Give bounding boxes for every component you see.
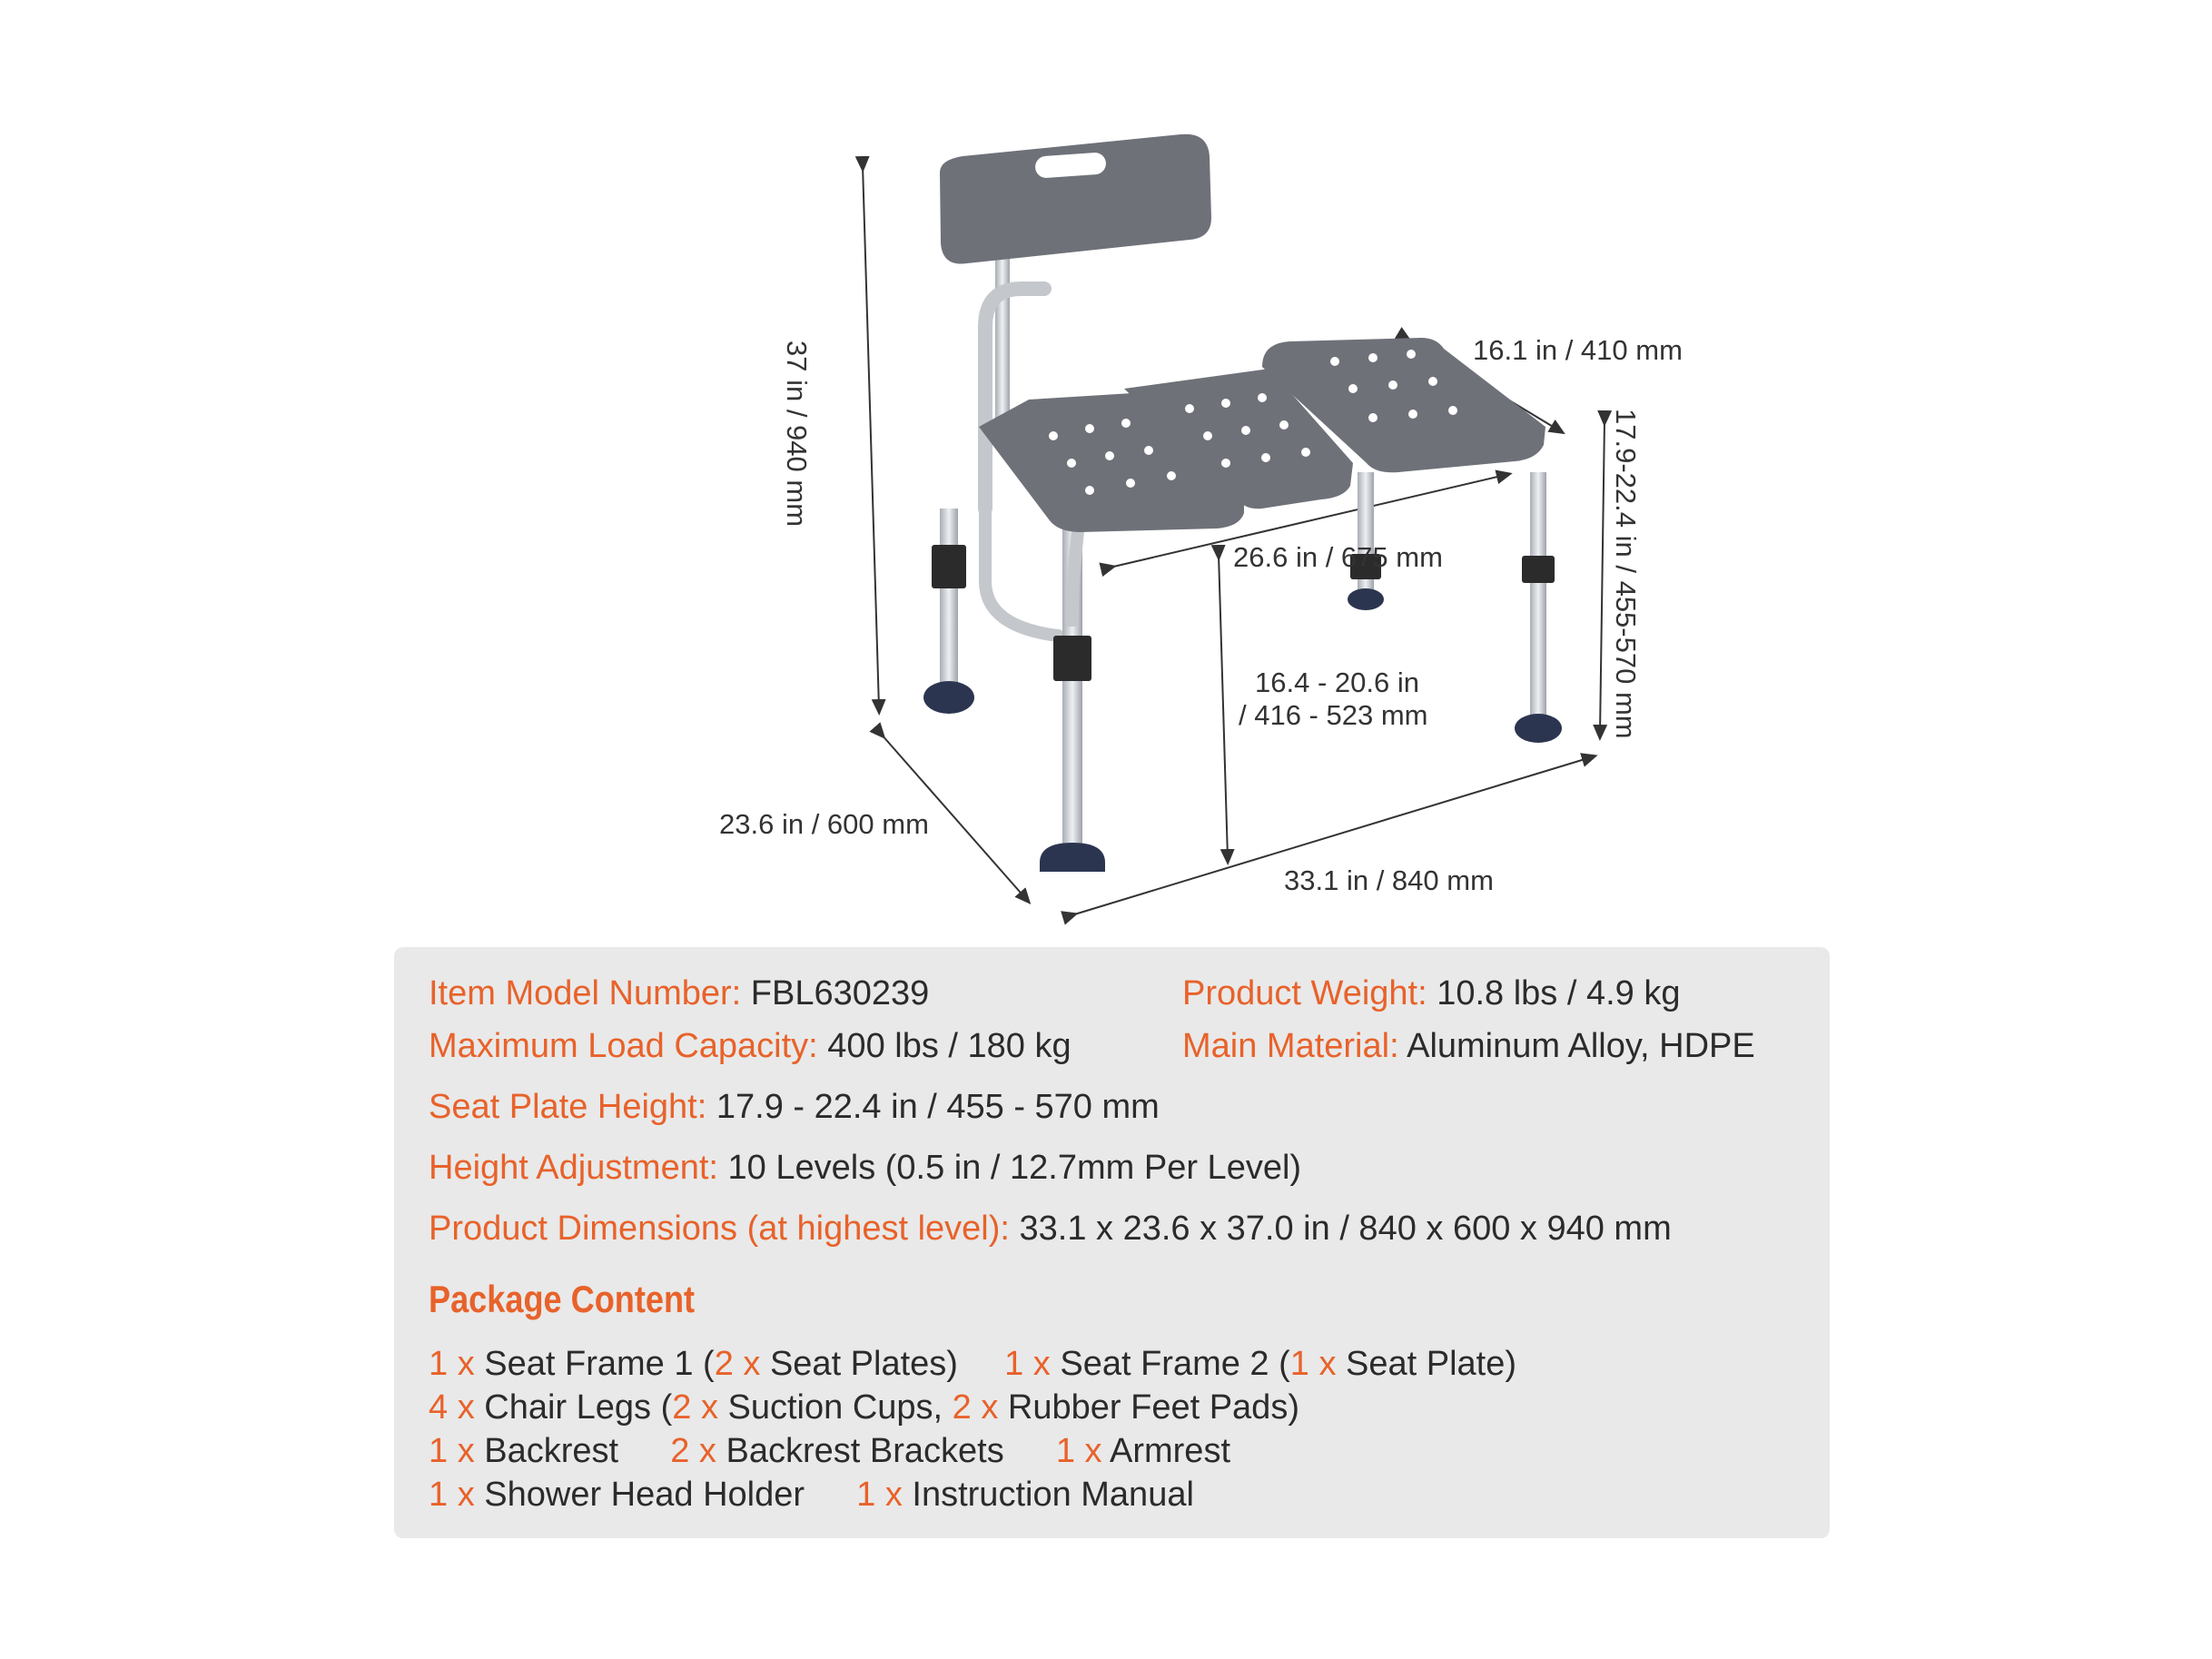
item-text: Armrest bbox=[1110, 1432, 1230, 1470]
dim-seat-height-center-1: 16.4 - 20.6 in bbox=[1255, 667, 1419, 698]
item-text: Suction Cups, bbox=[727, 1388, 943, 1427]
qty: 1 x bbox=[856, 1476, 903, 1514]
adjust-label: Height Adjustment: bbox=[429, 1149, 718, 1187]
dim-total-length: 33.1 in / 840 mm bbox=[1284, 864, 1494, 896]
package-line-1 bbox=[429, 1345, 1516, 1384]
qty: 2 x bbox=[714, 1345, 761, 1383]
spec-adjustment bbox=[429, 1149, 1301, 1188]
weight-value: 10.8 lbs / 4.9 kg bbox=[1437, 974, 1681, 1012]
qty: 1 x bbox=[429, 1476, 475, 1514]
seat-height-value: 17.9 - 22.4 in / 455 - 570 mm bbox=[716, 1088, 1160, 1126]
load-label: Maximum Load Capacity: bbox=[429, 1027, 818, 1065]
package-line-2 bbox=[429, 1388, 1299, 1427]
seat-height-label: Seat Plate Height: bbox=[429, 1088, 707, 1126]
package-line-4 bbox=[429, 1476, 1194, 1515]
qty: 2 x bbox=[670, 1432, 716, 1470]
qty: 1 x bbox=[1289, 1345, 1337, 1383]
package-line-3 bbox=[429, 1432, 1230, 1471]
spec-dimensions bbox=[429, 1210, 1672, 1249]
spec-load bbox=[429, 1027, 1071, 1066]
package-title: Package Content bbox=[429, 1278, 696, 1320]
item-text: Backrest Brackets bbox=[726, 1432, 1004, 1470]
item-text: Chair Legs ( bbox=[484, 1388, 673, 1427]
item-text: Seat Plates) bbox=[769, 1345, 958, 1383]
qty: 1 x bbox=[1055, 1432, 1102, 1470]
spec-weight bbox=[1182, 974, 1681, 1013]
dims-label: Product Dimensions (at highest level): bbox=[429, 1210, 1010, 1248]
model-label: Item Model Number: bbox=[429, 974, 742, 1012]
qty: 2 x bbox=[672, 1388, 718, 1427]
spec-panel bbox=[394, 947, 1830, 1538]
spec-seat-height bbox=[429, 1088, 1160, 1127]
item-text: Instruction Manual bbox=[912, 1476, 1194, 1514]
seat-plates bbox=[979, 338, 1545, 532]
model-value: FBL630239 bbox=[750, 974, 930, 1012]
item-text: Backrest bbox=[484, 1432, 619, 1470]
dimension-lines bbox=[863, 165, 1605, 915]
dim-seat-height-center-2: / 416 - 523 mm bbox=[1239, 699, 1428, 731]
backrest bbox=[940, 134, 1211, 264]
front-legs bbox=[923, 509, 1105, 872]
dim-seat-depth: 16.1 in / 410 mm bbox=[1473, 334, 1683, 366]
dim-total-depth: 23.6 in / 600 mm bbox=[719, 808, 929, 840]
item-text: Seat Frame 2 ( bbox=[1060, 1345, 1290, 1383]
qty: 1 x bbox=[429, 1432, 475, 1470]
qty: 1 x bbox=[1004, 1345, 1051, 1383]
item-text: Seat Frame 1 ( bbox=[484, 1345, 715, 1383]
dim-height-total: 37 in / 940 mm bbox=[781, 341, 813, 528]
dims-value: 33.1 x 23.6 x 37.0 in / 840 x 600 x 940 mm bbox=[1019, 1210, 1672, 1248]
spec-model bbox=[429, 974, 929, 1013]
qty: 1 x bbox=[429, 1345, 475, 1383]
spec-material bbox=[1182, 1027, 1755, 1066]
dim-seat-width: 26.6 in / 675 mm bbox=[1233, 541, 1443, 573]
dim-seat-height-side: 17.9-22.4 in / 455-570 mm bbox=[1610, 409, 1642, 739]
item-text: Seat Plate) bbox=[1346, 1345, 1517, 1383]
weight-label: Product Weight: bbox=[1182, 974, 1427, 1012]
adjust-value: 10 Levels (0.5 in / 12.7mm Per Level) bbox=[727, 1149, 1302, 1187]
qty: 2 x bbox=[952, 1388, 999, 1427]
item-text: Rubber Feet Pads) bbox=[1007, 1388, 1299, 1427]
load-value: 400 lbs / 180 kg bbox=[827, 1027, 1071, 1065]
qty: 4 x bbox=[429, 1388, 475, 1427]
material-label: Main Material: bbox=[1182, 1027, 1399, 1065]
item-text: Shower Head Holder bbox=[484, 1476, 805, 1514]
material-value: Aluminum Alloy, HDPE bbox=[1407, 1027, 1755, 1065]
